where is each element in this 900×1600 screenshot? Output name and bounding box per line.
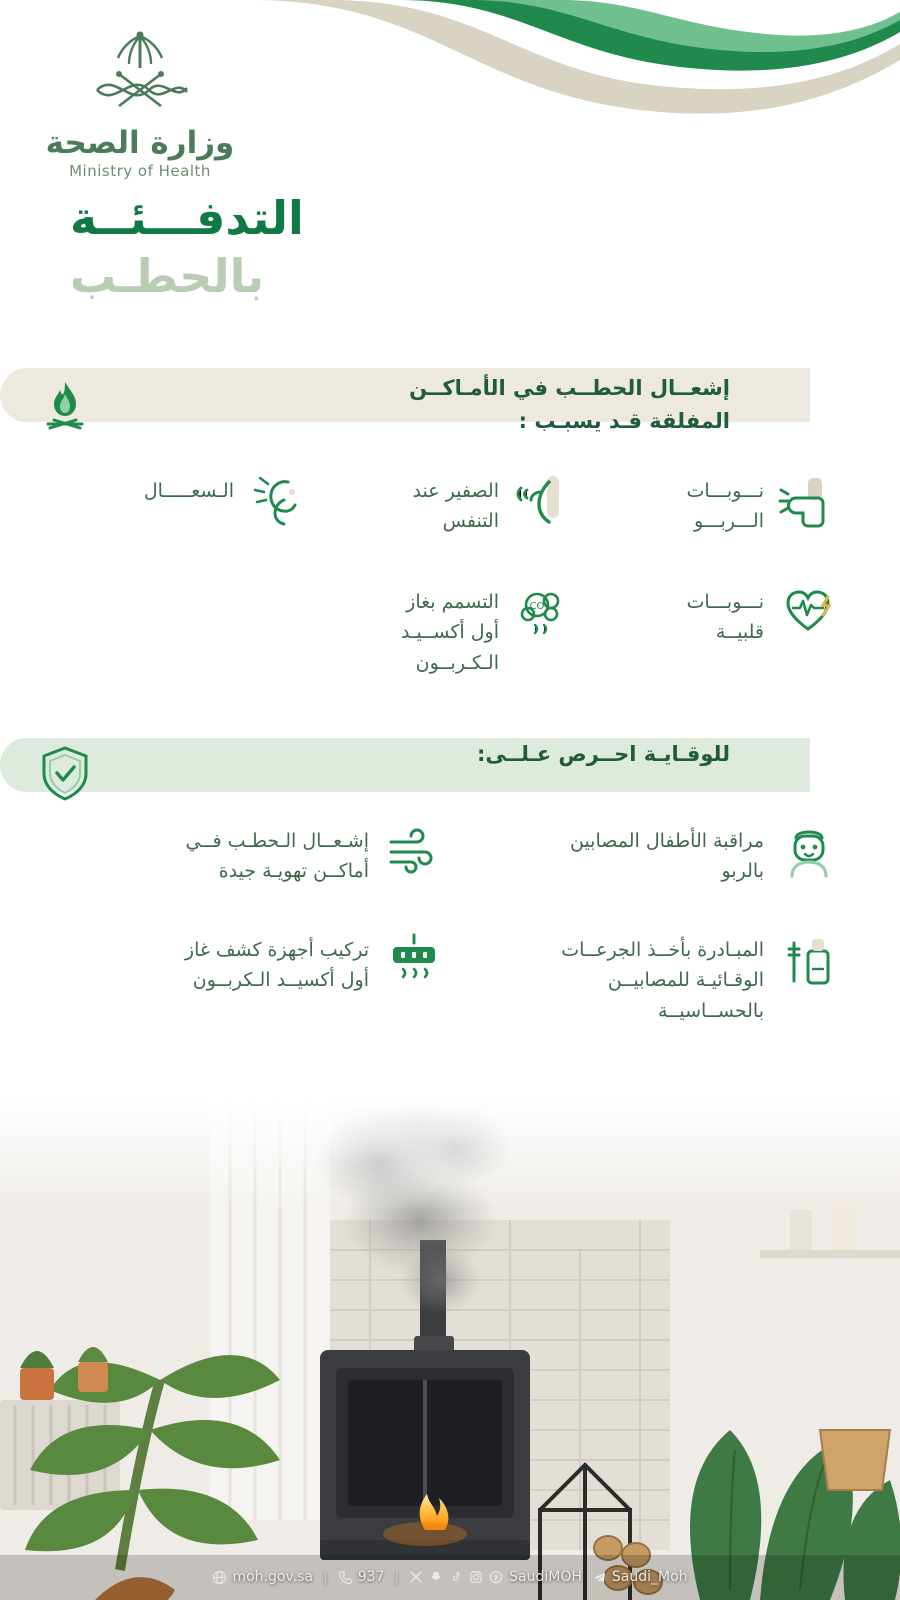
prevention-heading-text xyxy=(0,738,810,771)
causes-cell-co xyxy=(310,581,575,678)
causes-cell-cough xyxy=(45,470,310,537)
prevention-row-1 xyxy=(50,820,840,887)
instagram-icon xyxy=(469,1570,484,1585)
snapchat-icon xyxy=(429,1570,444,1585)
telegram-icon xyxy=(592,1570,607,1585)
footer-contact-bar xyxy=(0,1554,900,1600)
prevention-label-monitor-children: مراقبة الأطفال المصابين بالربو xyxy=(569,830,764,883)
title-line-1: التدفـــئــة xyxy=(70,191,304,245)
causes-row-1 xyxy=(50,470,840,537)
wheezing-lungs-icon xyxy=(513,470,575,532)
title-line-2: بالحطـب xyxy=(70,248,265,303)
causes-label-cough: الـسعـــــال xyxy=(143,480,234,502)
footer-social-handle: SaudiMOH xyxy=(509,1569,582,1585)
causes-heading-line-2: المفلقة قـد يسبـب : xyxy=(518,408,730,433)
tiktok-icon xyxy=(449,1570,464,1585)
causes-cell-wheezing xyxy=(310,470,575,537)
causes-label-wheezing: الصفير عند التنفس xyxy=(412,480,499,533)
causes-label-heart: نـــوبـــات قلبيــة xyxy=(686,590,764,644)
prevention-row-2 xyxy=(50,929,840,1026)
vaccine-syringe-icon xyxy=(778,929,840,991)
footer-separator-1: | xyxy=(322,1569,328,1585)
facebook-icon xyxy=(489,1570,504,1585)
causes-row-2 xyxy=(50,581,840,678)
footer-social[interactable] xyxy=(409,1569,582,1585)
moh-emblem-icon xyxy=(75,28,205,123)
causes-heading-line-1: إشعــال الحطــب في الأمـاكــن xyxy=(409,376,730,400)
causes-cell-heart xyxy=(575,581,840,678)
carbon-monoxide-icon xyxy=(513,581,575,643)
prevention-section-header xyxy=(0,738,810,792)
prevention-cell-vaccination xyxy=(445,929,840,1026)
logo-arabic-text: وزارة الصحة xyxy=(45,125,235,161)
causes-label-co: التسمم بغاز أول أكســيـد الـكـربــون xyxy=(401,590,499,674)
causes-list xyxy=(50,470,840,678)
causes-cell-empty xyxy=(45,581,310,678)
prevention-list xyxy=(50,820,840,1026)
footer-phone[interactable] xyxy=(338,1569,385,1585)
prevention-cell-detector xyxy=(50,929,445,1026)
prevention-label-ventilation: إشـعــال الـحطـب فــي أماكــن تهويـة جيدة xyxy=(185,830,369,883)
x-icon xyxy=(409,1570,424,1585)
causes-cell-asthma xyxy=(575,470,840,537)
gas-detector-icon xyxy=(383,929,445,991)
ventilation-wind-icon xyxy=(383,820,445,882)
prevention-heading-line-1: للوقـايـة احــرص عـلــى: xyxy=(477,742,730,766)
svg-text:CO: CO xyxy=(529,600,545,612)
cough-icon xyxy=(248,470,310,532)
phone-icon xyxy=(338,1570,353,1585)
wood-stove-photo xyxy=(0,1100,900,1600)
causes-heading-text xyxy=(0,368,810,437)
inhaler-icon xyxy=(778,470,840,532)
causes-section-header xyxy=(0,368,810,433)
logo-english-text: Ministry of Health xyxy=(69,162,211,180)
prevention-label-vaccination: المبـادرة بأخــذ الجرعــات الوقـائيـة للمصابيــن بالحســاسيــة xyxy=(561,938,764,1022)
heart-attack-icon xyxy=(778,581,840,643)
causes-label-asthma: نـــوبـــات الـــربـــو xyxy=(686,480,764,533)
prevention-label-detector: تركيب أجهزة كشف غاز أول أكسيــد الـكربــون xyxy=(184,938,369,992)
footer-website[interactable] xyxy=(212,1569,313,1585)
globe-icon xyxy=(212,1570,227,1585)
footer-telegram[interactable] xyxy=(592,1569,688,1585)
footer-telegram-handle: Saudi_Moh xyxy=(611,1569,688,1585)
page-title xyxy=(70,190,304,305)
prevention-cell-ventilation xyxy=(50,820,445,887)
ministry-logo xyxy=(40,28,240,180)
footer-separator-2: | xyxy=(394,1569,400,1585)
prevention-cell-monitor-children xyxy=(445,820,840,887)
child-face-icon xyxy=(778,820,840,882)
footer-website-text: moh.gov.sa xyxy=(232,1569,313,1585)
footer-phone-text: 937 xyxy=(357,1569,385,1585)
